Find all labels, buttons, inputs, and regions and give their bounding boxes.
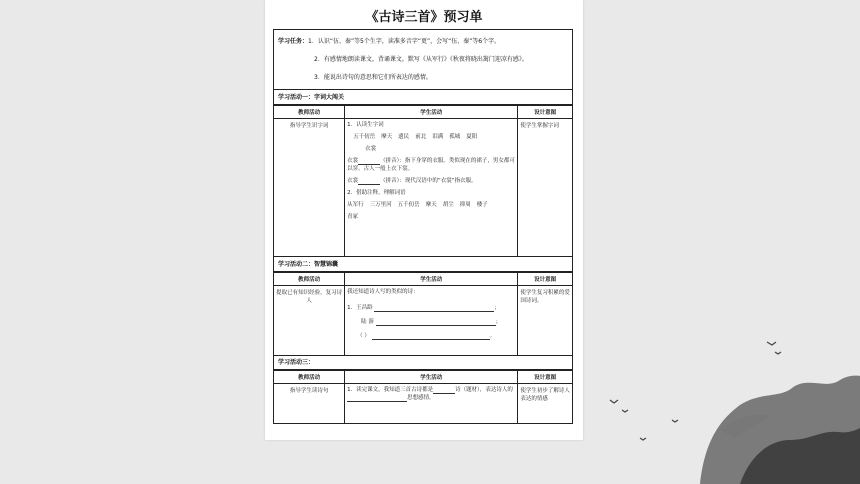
student-text <box>347 177 515 185</box>
word-item: 衣裳 <box>347 178 359 184</box>
word-item: 三万里河 <box>369 202 392 208</box>
word-item: 遗民 <box>398 134 410 140</box>
poet-label: 1．王昌龄 <box>347 305 373 311</box>
task-item: 2．有感情地朗读课文。背诵课文。默写《从军行》《秋夜将晓出篱门迎凉有感》。 <box>314 56 528 63</box>
page-title: 《古诗三首》预习单 <box>365 10 483 25</box>
header-student: 学生活动 <box>345 106 518 119</box>
table-row <box>274 286 573 356</box>
poet-label: 陆 游 <box>361 319 374 325</box>
word-item: 夏阳 <box>466 134 478 140</box>
student-text: 1．认读生字词 <box>347 122 384 128</box>
task-item: 3．能说出诗句的意思和它们所表达的感情。 <box>314 74 432 81</box>
worksheet-body <box>273 29 573 424</box>
student-activity <box>345 384 518 424</box>
blank-line <box>374 305 494 312</box>
student-activity <box>345 286 518 356</box>
teacher-activity: 指导学生读诗句 <box>274 384 345 424</box>
word-item: 抑周 <box>459 202 471 208</box>
student-activity <box>345 119 518 257</box>
word-item: 泪满 <box>432 134 444 140</box>
activity-three-title: 学习活动三： <box>273 356 573 370</box>
student-text <box>347 386 515 402</box>
header-intent: 设计意图 <box>518 273 573 286</box>
worksheet-page <box>265 0 583 440</box>
header-teacher: 教师活动 <box>274 273 345 286</box>
blank-line <box>433 387 455 394</box>
student-text-part: 诗（题材），表达诗人的 <box>455 387 513 393</box>
teacher-activity: 提取已有知识经验，复习诗人 <box>274 286 345 356</box>
design-intent: 使学生初步了解诗人表达的情感 <box>518 384 573 424</box>
tasks-label: 学习任务： <box>278 38 309 45</box>
task-item: 1．认识“伍、秦”等5个生字，读准多音字“更”，会写“伍、秦”等6个字。 <box>308 38 501 45</box>
word-item: 胡尘 <box>442 202 454 208</box>
word-item: 前北 <box>415 134 427 140</box>
table-header-row <box>274 273 573 286</box>
table-row <box>274 119 573 257</box>
blank-line <box>358 158 380 165</box>
design-intent: 使学生掌握字词 <box>518 119 573 257</box>
word-item: 孤城 <box>449 134 461 140</box>
word-list <box>347 201 515 209</box>
blank-line <box>376 319 496 326</box>
definition-text: （拼音）：现代汉语中的“衣裳”指衣服。 <box>380 178 477 184</box>
table-row <box>274 384 573 424</box>
definition-text: （拼音）：指下身穿的衣服。类似现在的裙子，男女都可以穿。古人一般上衣下裳。 <box>347 158 515 172</box>
word-item: 摩天 <box>425 202 437 208</box>
activity-one-title: 学习活动一：字词大闯关 <box>273 90 573 105</box>
word-item: 五千仞岳 <box>397 202 420 208</box>
header-student: 学生活动 <box>345 273 518 286</box>
teacher-activity: 指导学生识字词 <box>274 119 345 257</box>
task-line <box>278 33 568 51</box>
student-text: 2．借助注释，理解词语 <box>347 190 406 196</box>
activity-three-table <box>273 370 573 424</box>
word-list <box>347 133 515 141</box>
word-item: 衣裳 <box>365 146 377 152</box>
word-item: 从军行 <box>347 202 364 208</box>
student-text: 我还知道诗人写的类似的诗： <box>347 289 419 295</box>
word-item: 楼子 <box>476 202 488 208</box>
student-text-part: 思想感情。 <box>407 395 435 401</box>
header-intent: 设计意图 <box>518 371 573 384</box>
fill-line: 1．王昌龄 ； <box>347 305 500 311</box>
blank-line <box>358 178 380 185</box>
table-header-row <box>274 106 573 119</box>
activity-one-table <box>273 105 573 257</box>
header-student: 学生活动 <box>345 371 518 384</box>
word-item: 摩天 <box>381 134 393 140</box>
learning-tasks-box <box>273 29 573 90</box>
header-intent: 设计意图 <box>518 106 573 119</box>
poet-label: （ ） <box>357 333 370 339</box>
student-text <box>347 157 515 173</box>
fill-line: （ ） 。 <box>357 333 496 339</box>
header-teacher: 教师活动 <box>274 106 345 119</box>
student-text-part: 1．读完课文，我知道三首古诗都是 <box>347 387 434 393</box>
activity-two-table <box>273 272 573 356</box>
blank-line <box>347 395 407 402</box>
word-item: 五千仞岳 <box>353 134 376 140</box>
word-item: 衣裳 <box>347 158 359 164</box>
blank-line <box>372 333 490 340</box>
fill-line: 陆 游 ； <box>361 319 502 325</box>
word-item: 青冢 <box>347 214 359 220</box>
activity-two-title: 学习活动二：智慧锦囊 <box>273 257 573 272</box>
table-header-row <box>274 371 573 384</box>
design-intent: 使学生复习积累的爱国诗词。 <box>518 286 573 356</box>
header-teacher: 教师活动 <box>274 371 345 384</box>
